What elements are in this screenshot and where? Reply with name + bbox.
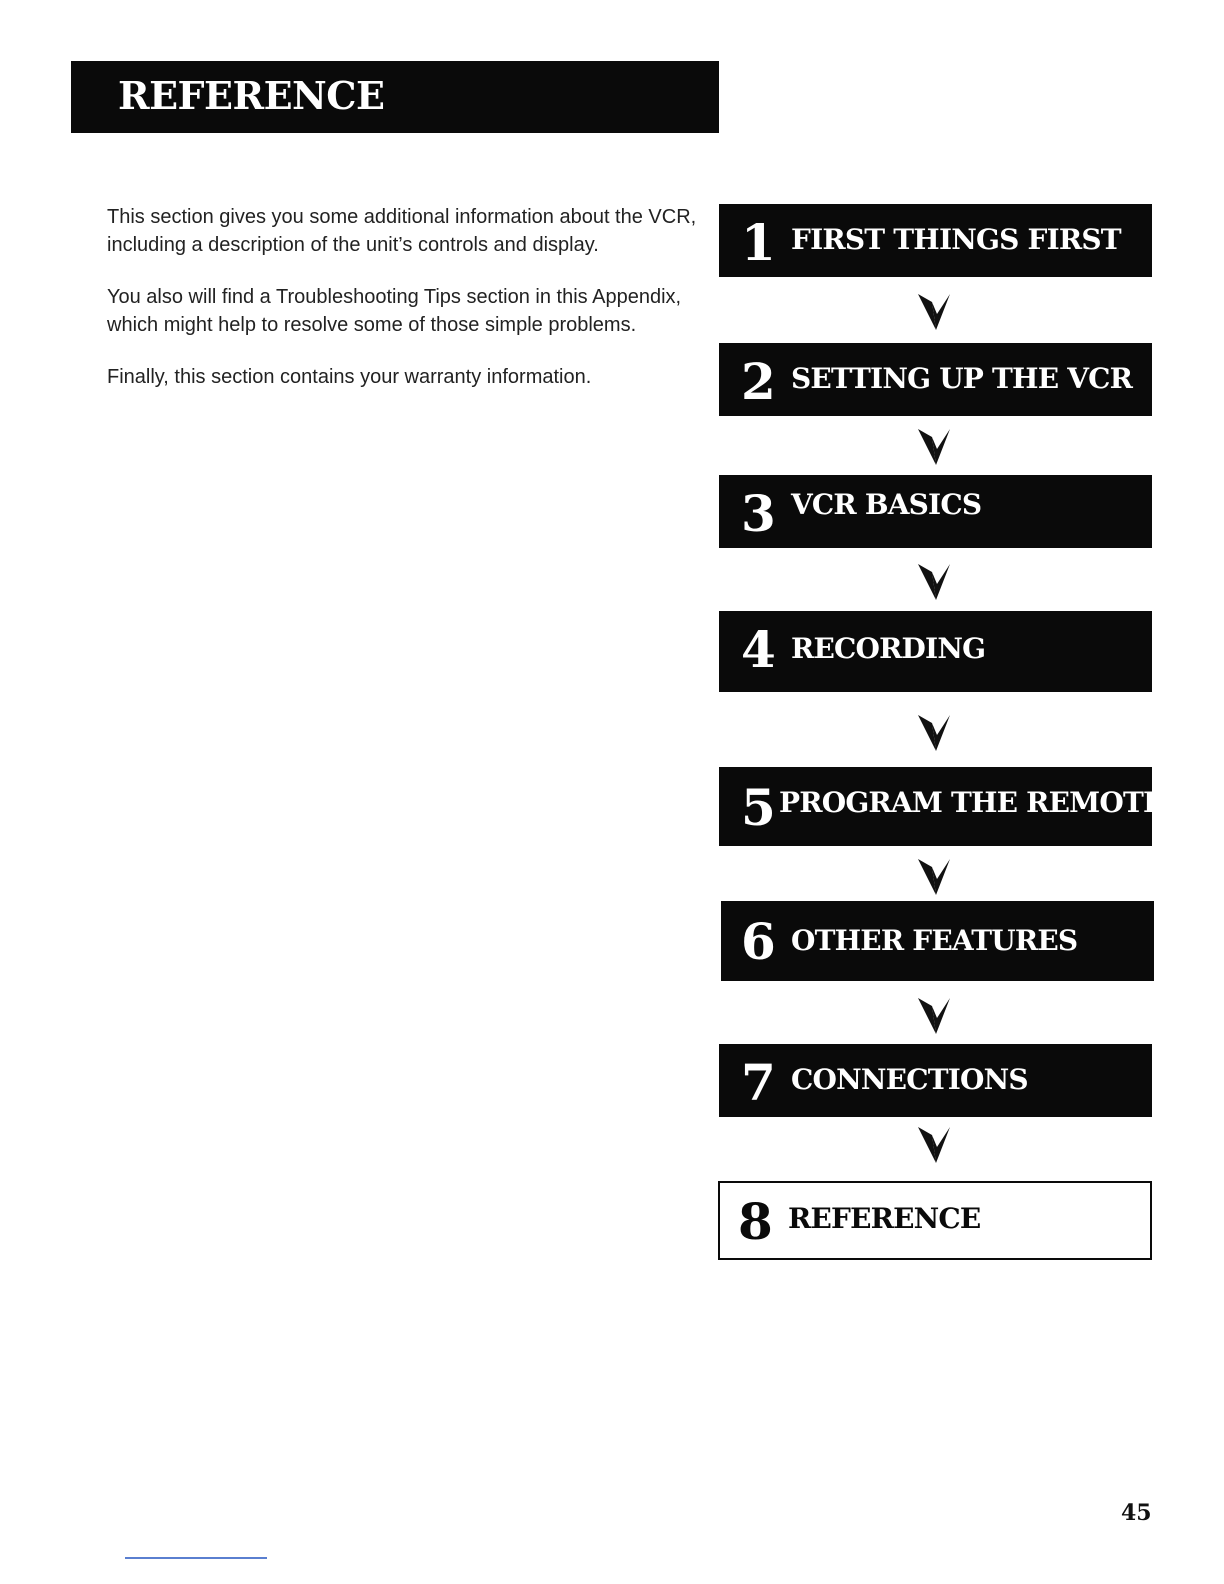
intro-paragraph-3: Finally, this section contains your warranty information. (107, 366, 592, 388)
step-setting-up-the-vcr (719, 343, 1152, 416)
step-connections (719, 1044, 1152, 1117)
page-number: 45 (1121, 1500, 1152, 1526)
step-label: OTHER FEATURES (791, 924, 1078, 957)
intro-paragraph-2: You also will find a Troubleshooting Tips section in this Appendix, which might help to resolve some of those simple problems. (107, 286, 682, 336)
step-label: FIRST THINGS FIRST (791, 223, 1121, 256)
step-number: 5 (741, 778, 776, 837)
step-label: CONNECTIONS (791, 1063, 1028, 1096)
intro-text (107, 203, 717, 415)
step-number: 6 (741, 912, 776, 971)
section-header (71, 61, 719, 133)
chevron-down-icon (916, 290, 952, 334)
step-program-the-remote (719, 767, 1164, 846)
chevron-down-icon (916, 711, 952, 755)
step-recording (719, 611, 1152, 692)
intro-paragraph-1: This section gives you some additional information about the VCR, including a description of the unit’s controls and display. (107, 206, 697, 256)
footer-rule (125, 1557, 267, 1559)
step-number: 7 (741, 1053, 776, 1112)
step-first-things-first (719, 204, 1152, 277)
chevron-down-icon (916, 560, 952, 604)
chevron-down-icon (916, 855, 952, 899)
step-number: 3 (741, 484, 776, 543)
step-label: REFERENCE (788, 1202, 981, 1235)
step-label: VCR BASICS (791, 488, 982, 521)
step-number: 2 (741, 352, 776, 411)
step-number: 1 (741, 213, 776, 272)
step-label: RECORDING (791, 632, 986, 665)
section-title: REFERENCE (118, 73, 385, 118)
step-vcr-basics (719, 475, 1152, 548)
step-number: 4 (741, 620, 776, 679)
chevron-down-icon (916, 994, 952, 1038)
chevron-down-icon (916, 425, 952, 469)
chevron-down-icon (916, 1123, 952, 1167)
step-reference-current (718, 1181, 1152, 1260)
step-number: 8 (738, 1192, 773, 1251)
step-label: SETTING UP THE VCR (791, 362, 1133, 395)
step-label: PROGRAM THE REMOTE (779, 786, 1164, 819)
step-other-features (721, 901, 1154, 981)
